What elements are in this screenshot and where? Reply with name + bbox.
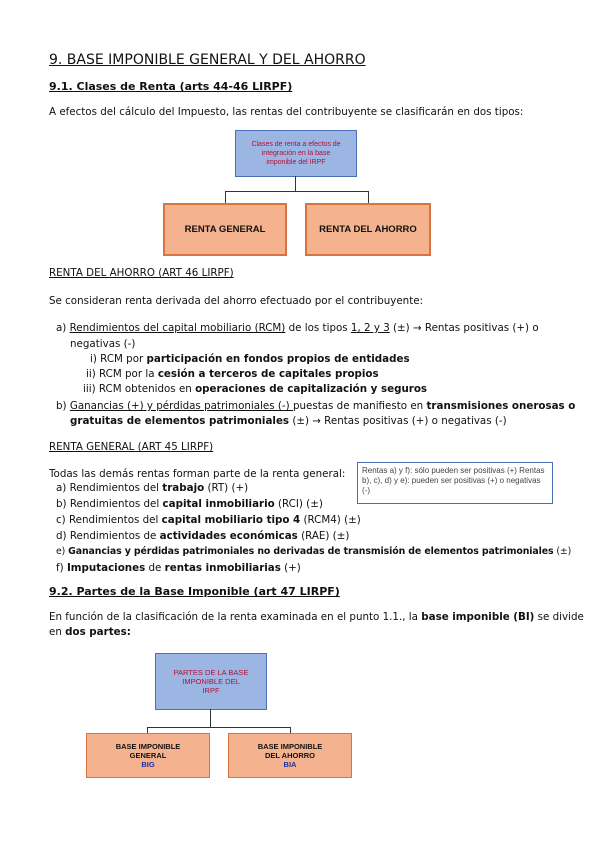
bold-text: Imputaciones bbox=[66, 562, 146, 574]
sub-list-item bbox=[90, 352, 410, 366]
list-item bbox=[56, 513, 361, 527]
text-fragment: (+) bbox=[280, 562, 301, 574]
bia-line2: DEL AHORRO bbox=[264, 751, 315, 760]
sub-list-item bbox=[86, 367, 379, 381]
text-fragment: (±) → Rentas positivas (+) o negativas (-) bbox=[289, 415, 507, 427]
text-fragment: Rendimientos del bbox=[69, 482, 163, 494]
text-fragment: se divide bbox=[534, 611, 584, 623]
list-item-continuation: negativas (-) bbox=[70, 338, 136, 350]
list-marker: i) bbox=[90, 353, 97, 365]
bold-text: rentas inmobiliarias bbox=[164, 562, 281, 574]
general-heading: RENTA GENERAL (ART 45 LIRPF) bbox=[49, 441, 214, 453]
list-item bbox=[56, 399, 575, 413]
bia-abbr: BIA bbox=[283, 760, 297, 769]
list-item-continuation bbox=[70, 414, 507, 428]
text-fragment: RCM obtenidos en bbox=[98, 383, 196, 395]
text-fragment: (RAE) (±) bbox=[297, 530, 350, 542]
bold-text: transmisiones onerosas o bbox=[426, 400, 576, 412]
connector-line bbox=[225, 191, 368, 192]
diagram-top-label: PARTES DE LA BASE IMPONIBLE DEL IRPF bbox=[173, 668, 249, 695]
bold-text: base imponible (BI) bbox=[421, 611, 535, 623]
connector-line bbox=[210, 709, 211, 727]
general-intro: Todas las demás rentas forman parte de la renta general: bbox=[49, 468, 346, 480]
big-abbr: BIG bbox=[141, 760, 155, 769]
bold-text: gratuitas de elementos patrimoniales bbox=[70, 415, 290, 427]
text-fragment: de los tipos bbox=[285, 322, 351, 334]
section-paragraph bbox=[49, 610, 584, 624]
bold-text: capital inmobiliario bbox=[162, 498, 275, 510]
bold-text: Ganancias y pérdidas patrimoniales no derivadas de transmisión de elementos patrimoniales bbox=[68, 546, 554, 557]
bold-text: actividades económicas bbox=[159, 530, 298, 542]
ahorro-intro: Se consideran renta derivada del ahorro efectuado por el contribuyente: bbox=[49, 295, 424, 307]
section-heading-9-2: 9.2. Partes de la Base Imponible (art 47 LIRPF) bbox=[49, 585, 340, 598]
bold-text: cesión a terceros de capitales propios bbox=[157, 368, 379, 380]
list-item bbox=[56, 561, 301, 575]
bold-text: dos partes: bbox=[65, 626, 131, 638]
renta-ahorro-box bbox=[305, 203, 431, 256]
list-marker: b) bbox=[56, 498, 67, 510]
sub-list-item bbox=[83, 382, 427, 396]
section-paragraph bbox=[49, 625, 131, 639]
types-text: 1, 2 y 3 bbox=[350, 322, 390, 334]
bold-text: operaciones de capitalización y seguros bbox=[195, 383, 428, 395]
list-item bbox=[56, 481, 248, 495]
text-fragment: RCM por la bbox=[99, 368, 158, 380]
text-fragment: (RCM4) (±) bbox=[300, 514, 361, 526]
bia-line1: BASE IMPONIBLE bbox=[257, 742, 323, 751]
text-fragment: en bbox=[49, 626, 66, 638]
list-item bbox=[56, 321, 539, 335]
section-intro: A efectos del cálculo del Impuesto, las rentas del contribuyente se clasificarán en dos tipos: bbox=[49, 106, 524, 118]
text-fragment: Rendimientos del bbox=[69, 498, 163, 510]
bold-text: participación en fondos propios de entidades bbox=[146, 353, 410, 365]
text-fragment: En función de la clasificación de la renta examinada en el punto 1.1., la bbox=[49, 611, 422, 623]
section-heading-9-1: 9.1. Clases de Renta (arts 44-46 LIRPF) bbox=[49, 80, 293, 93]
list-marker: a) bbox=[56, 322, 67, 334]
text-fragment: (RCI) (±) bbox=[274, 498, 323, 510]
bold-text: capital mobiliario tipo 4 bbox=[161, 514, 301, 526]
page-title: 9. BASE IMPONIBLE GENERAL Y DEL AHORRO bbox=[49, 52, 366, 68]
list-item bbox=[56, 497, 323, 511]
text-fragment: Rendimientos de bbox=[69, 530, 160, 542]
list-item bbox=[56, 545, 571, 559]
renta-general-box bbox=[163, 203, 287, 256]
ahorro-heading: RENTA DEL AHORRO (ART 46 LIRPF) bbox=[49, 267, 234, 279]
text-fragment: Rendimientos del bbox=[68, 514, 162, 526]
bold-text: trabajo bbox=[162, 482, 205, 494]
list-marker: c) bbox=[56, 514, 66, 526]
rcm-link-text: Rendimientos del capital mobiliario (RCM) bbox=[69, 322, 286, 334]
renta-ahorro-label: RENTA DEL AHORRO bbox=[319, 224, 417, 235]
text-fragment: (±) → Rentas positivas (+) o bbox=[389, 322, 539, 334]
text-fragment: puestas de manifiesto en bbox=[292, 400, 427, 412]
renta-general-label: RENTA GENERAL bbox=[184, 224, 266, 235]
diagram-top-box bbox=[155, 653, 267, 710]
list-marker: iii) bbox=[83, 383, 96, 395]
text-fragment: (RT) (+) bbox=[204, 482, 249, 494]
big-box bbox=[86, 733, 210, 778]
ganancias-text: Ganancias (+) y pérdidas patrimoniales (-) bbox=[69, 400, 293, 412]
list-marker: ii) bbox=[86, 368, 96, 380]
diagram-top-label: Clases de renta a efectos de integración en la base imponible del IRPF bbox=[251, 141, 341, 166]
list-marker: d) bbox=[56, 530, 67, 542]
text-fragment: de bbox=[145, 562, 165, 574]
connector-line bbox=[295, 176, 296, 191]
diagram-top-box bbox=[235, 130, 357, 177]
list-marker: e) bbox=[56, 546, 66, 557]
list-marker: a) bbox=[56, 482, 67, 494]
bia-box bbox=[228, 733, 352, 778]
text-fragment: (±) bbox=[553, 546, 572, 557]
note-box: Rentas a) y f): sólo pueden ser positivas (+) Rentas b), c), d) y e): pueden ser positivas (+) o negativas (-) bbox=[357, 462, 553, 504]
big-line1: BASE IMPONIBLE bbox=[115, 742, 181, 751]
big-line2: GENERAL bbox=[129, 751, 167, 760]
connector-line bbox=[147, 727, 291, 728]
list-item bbox=[56, 529, 349, 543]
text-fragment: RCM por bbox=[100, 353, 147, 365]
list-marker: b) bbox=[56, 400, 67, 412]
list-marker: f) bbox=[56, 562, 64, 574]
